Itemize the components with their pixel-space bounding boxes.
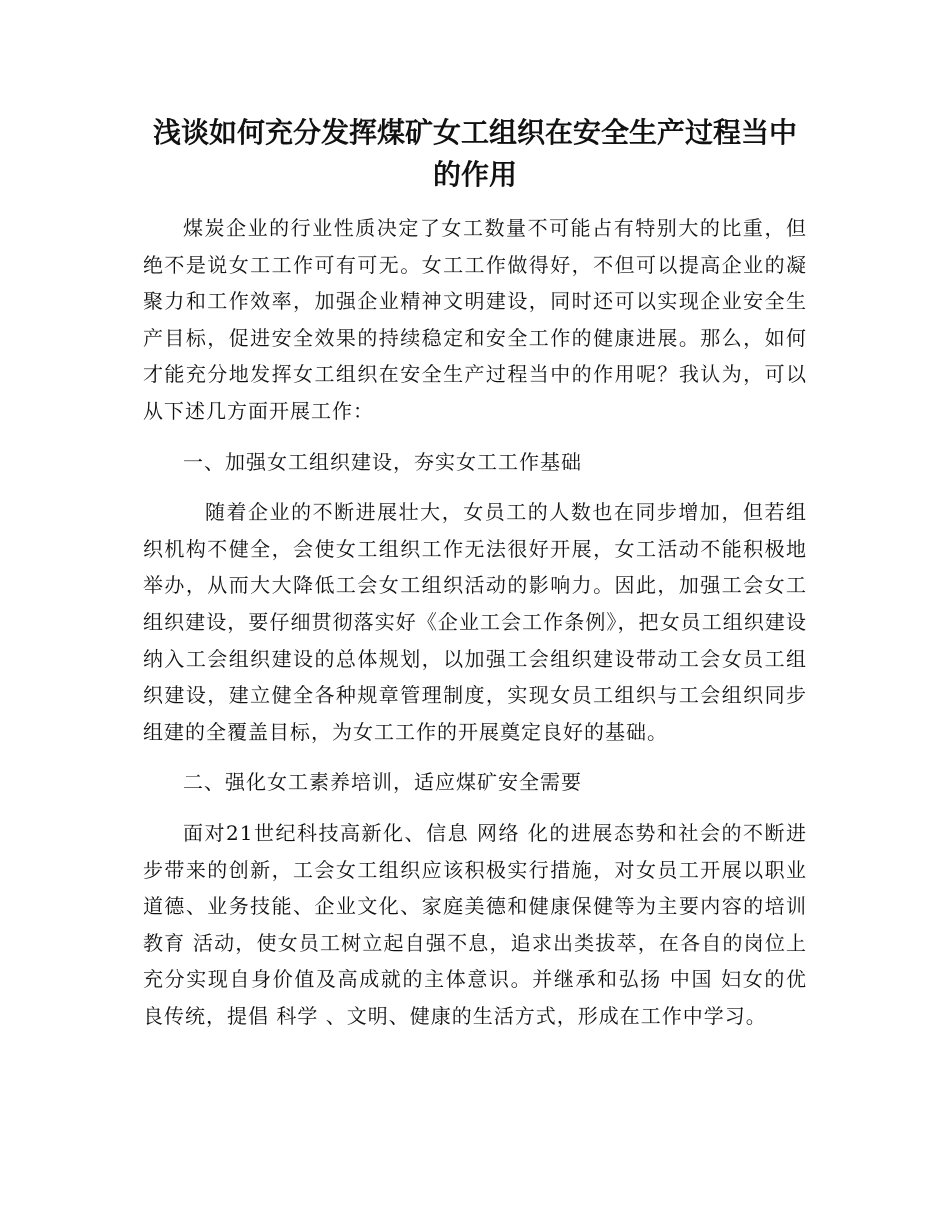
section-2-heading: 二、强化女工素养培训，适应煤矿安全需要 [183, 770, 582, 795]
section-1-paragraph: 随着企业的不断进展壮大，女员工的人数也在同步增加，但若组织机构不健全，会使女工组织工作无法很好开展，女工活动不能积极地举办，从而大大降低工会女工组织活动的影响力。因此，加强工会女工组织建设，要仔细贯彻落实好《企业工会工作条例》，把女员工组织建设纳入工会组织建设的总体规划，以加强工会组织建设带动工会女员工组织建设，建立健全各种规章管理制度，实现女员工组织与工会组织同步组建的全覆盖目标，为女工工作的开展奠定良好的基础。 [143, 500, 807, 744]
section-1-heading: 一、加强女工组织建设，夯实女工工作基础 [183, 449, 582, 474]
intro-paragraph: 煤炭企业的行业性质决定了女工数量不可能占有特别大的比重，但绝不是说女工工作可有可无。女工工作做得好，不但可以提高企业的凝聚力和工作效率，加强企业精神文明建设，同时还可以实现企业安全生产目标，促进安全效果的持续稳定和安全工作的健康进展。那么，如何才能充分地发挥女工组织在安全生产过程当中的作用呢？我认为，可以从下述几方面开展工作： [143, 216, 807, 423]
document-body [143, 112, 807, 1034]
section-2-paragraph: 面对21世纪科技高新化、信息 网络 化的进展态势和社会的不断进步带来的创新，工会女工组织应该积极实行措施，对女员工开展以职业道德、业务技能、企业文化、家庭美德和健康保健等为主要内容的培训 教育 活动，使女员工树立起自强不息，追求出类拔萃，在各自的岗位上充分实现自身价值及高成就的主体意识。并继承和弘扬 中国 妇女的优良传统，提倡 科学 、文明、健康的生活方式，形成在工作中学习。 [143, 820, 807, 1028]
document-title: 浅谈如何充分发挥煤矿女工组织在安全生产过程当中的作用 [152, 116, 797, 191]
